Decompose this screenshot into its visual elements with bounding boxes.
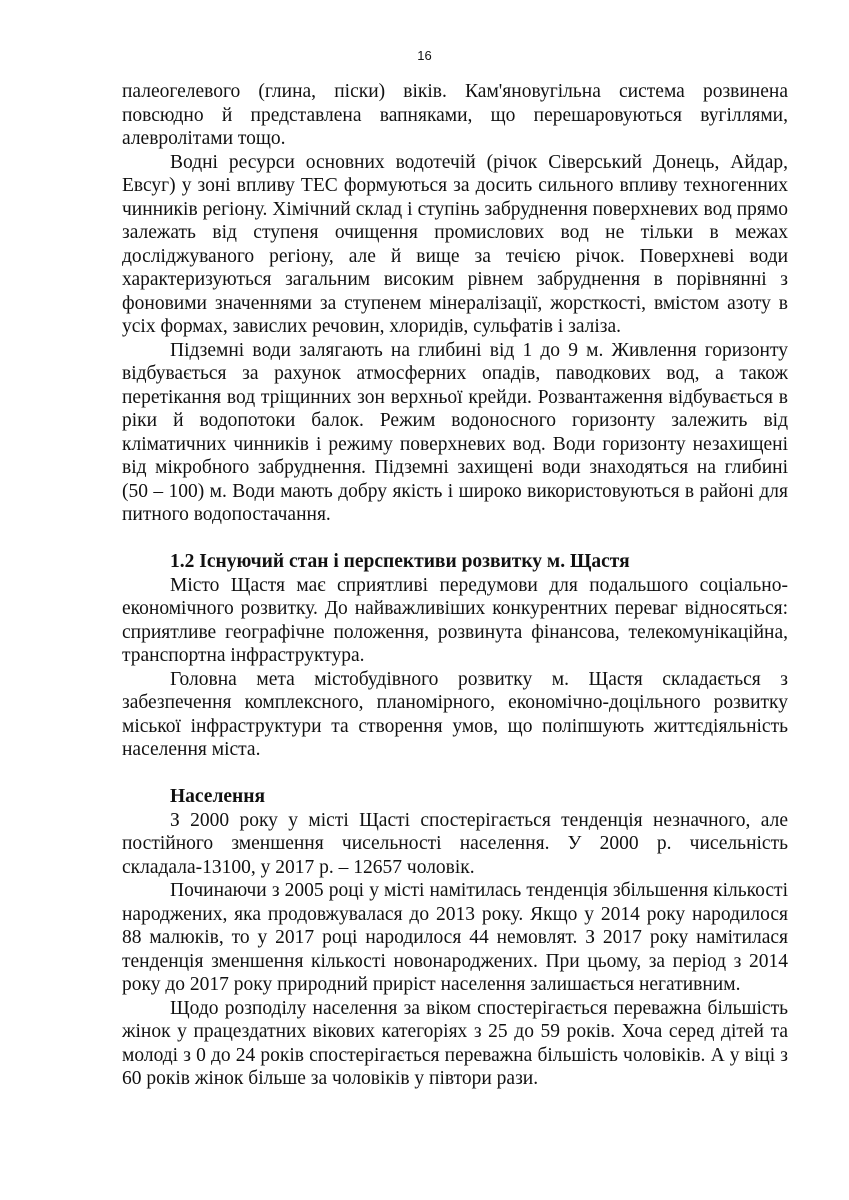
section-heading: 1.2 Існуючий стан і перспективи розвитку м. Щастя: [170, 551, 630, 572]
document-body: [122, 80, 788, 1091]
spacer: [122, 762, 788, 786]
paragraph-geology: палеогелевого (глина, піски) віків. Кам'яновугільна система розвинена повсюдно й представлена вапняками, що перешаровуються вугіллями, алевролітами тощо.: [122, 81, 788, 149]
paragraph-births: Починаючи з 2005 році у місті намітилась тенденція збільшення кількості народжених, яка продовжувалася до 2013 року. Якщо у 2014 року народилося 88 малюків, то у 2017 році народилося 44 немовлят. З 2017 року намітилася тенденція зменшення кількості новонароджених. При цьому, за період з 2014 року до 2017 року природний приріст населення залишається негативним.: [122, 880, 788, 995]
paragraph-surface-water: Водні ресурси основних водотечій (річок Сіверський Донець, Айдар, Евсуг) у зоні впливу ТЕС формуються за досить сильного впливу техногенних чинників регіону. Хімічний склад і ступінь забруднення поверхневих вод прямо залежать від ступеня очищення промислових вод не тільки в межах досліджуваного регіону, але й вище за течією річок. Поверхневі води характеризуються загальним високим рівнем забруднення в порівнянні з фоновими значеннями за ступенем мінералізації, жорсткості, вмістом азоту в усіх формах, завислих речовин, хлоридів, сульфатів і заліза.: [122, 151, 788, 337]
paragraph-population-trend: З 2000 року у місті Щасті спостерігається тенденція незначного, але постійного зменшення чисельності населення. У 2000 р. чисельність складала-13100, у 2017 р. – 12657 чоловік.: [122, 809, 788, 878]
page-number: 16: [417, 48, 432, 63]
paragraph-age-distribution: Щодо розподілу населення за віком спостерігається переважна більшість жінок у працездатних вікових категоріях з 25 до 59 років. Хоча серед дітей та молоді з 0 до 24 років спостерігається переважна більшість чоловіків. А у віці з 60 років жінок більше за чоловіків у півтори рази.: [122, 997, 788, 1089]
paragraph-city-advantages: Місто Щастя має сприятливі передумови для подальшого соціально-економічного розвитку. До найважливіших конкурентних переваг відносяться: сприятливе географічне положення, розвинута фінансова, телекомунікаційна, транспортна інфраструктура.: [122, 574, 788, 666]
paragraph-groundwater: Підземні води залягають на глибині від 1 до 9 м. Живлення горизонту відбувається за рахунок атмосферних опадів, паводкових вод, а також перетікання вод тріщинних зон верхньої крейди. Розвантаження відбувається в ріки й водопотоки балок. Режим водоносного горизонту залежить від кліматичних чинників і режиму поверхневих вод. Води горизонту незахищені від мікробного забруднення. Підземні захищені води знаходяться на глибині (50 – 100) м. Води мають добру якість і широко використовуються в районі для питного водопостачання.: [122, 339, 788, 525]
population-heading: Населення: [170, 786, 266, 807]
paragraph-city-goal: Головна мета містобудівного розвитку м. Щастя складається з забезпечення комплексного, планомірного, економічно-доцільного розвитку міської інфраструктури та створення умов, що поліпшують життєдіяльність населення міста.: [122, 668, 788, 760]
spacer: [122, 527, 788, 551]
